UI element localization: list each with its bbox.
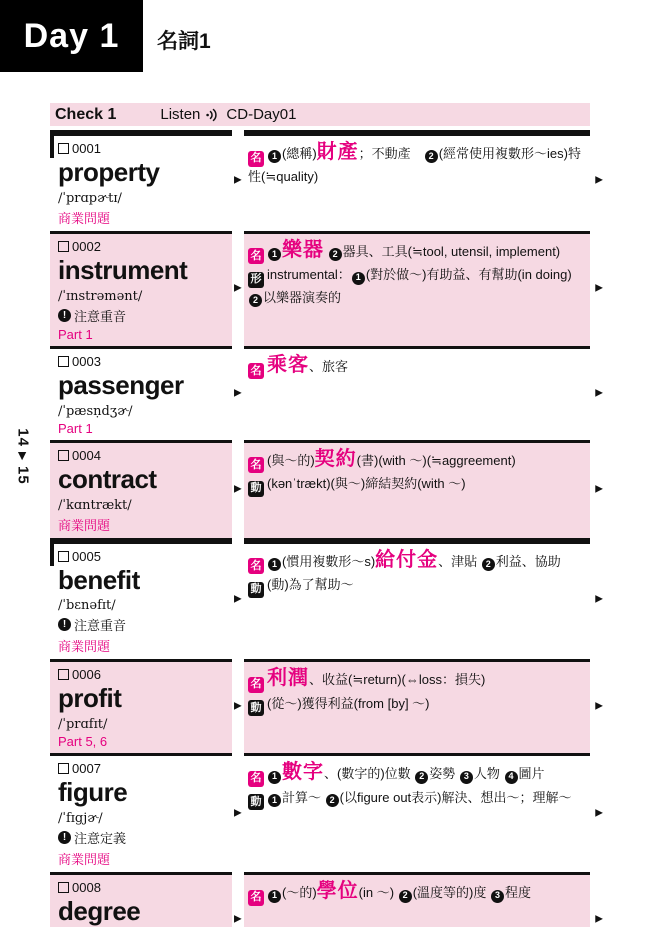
- page-number-right: 15: [14, 466, 32, 485]
- page-title: 名詞1: [157, 30, 211, 53]
- entry-number: 0003: [72, 353, 101, 369]
- part-tag: 商業問題: [58, 517, 111, 533]
- circled-number-icon: 2: [415, 771, 428, 784]
- entry-row: [50, 753, 603, 872]
- definition-text: 程度: [504, 885, 531, 901]
- circled-number-icon: 4: [505, 771, 518, 784]
- fold-marker-arrow: ▶: [595, 807, 603, 819]
- definition-text: (經常使用複數形～ies)特性(≒quality): [248, 146, 581, 184]
- headword: degree: [58, 896, 141, 927]
- fold-marker-arrow: ▶: [595, 593, 603, 604]
- fold-marker-arrow: ▶: [234, 174, 242, 186]
- definition-text: (慣用複數形～s): [282, 553, 376, 569]
- definition-cell: [244, 346, 590, 440]
- entry-id-line: [58, 354, 228, 369]
- definition-line: [248, 788, 584, 811]
- keyword-translation: 契約: [314, 447, 357, 470]
- definition-cell: [244, 231, 590, 346]
- pos-badge-adjective: 形: [248, 272, 264, 288]
- page-number-tab: [15, 412, 32, 502]
- pos-badge-noun: 名: [248, 457, 264, 473]
- entry-number: 0006: [72, 667, 101, 683]
- content-area: [50, 103, 603, 927]
- fold-marker-arrow: ▶: [234, 483, 242, 495]
- entry-row: [50, 872, 603, 927]
- fold-marker-arrow: ▶: [234, 913, 242, 925]
- definition-text: ；不動產: [358, 146, 424, 161]
- pos-badge-noun: 名: [248, 558, 264, 574]
- entry-number: 0002: [72, 238, 101, 254]
- checkbox-icon: [58, 241, 69, 252]
- definition-line: [248, 474, 584, 497]
- checkbox-icon: [58, 551, 69, 562]
- headword: benefit: [58, 564, 140, 595]
- pos-badge-verb: 動: [248, 481, 264, 497]
- pos-badge-verb: 動: [248, 700, 264, 716]
- ipa-pronunciation: /ˈprɑpɚtɪ/: [58, 190, 122, 206]
- pos-badge-noun: 名: [248, 890, 264, 906]
- checkbox-icon: [58, 882, 69, 893]
- keyword-translation: 利潤: [267, 667, 309, 690]
- entry-row: [50, 231, 603, 346]
- checkbox-icon: [58, 763, 69, 774]
- definition-line: [248, 142, 584, 187]
- fold-marker-arrow: ▶: [595, 913, 603, 925]
- entry-row: [50, 659, 603, 753]
- pos-badge-noun: 名: [248, 151, 264, 167]
- definition-line: [248, 265, 584, 308]
- part-tag: 商業問題: [58, 852, 111, 868]
- pos-badge-noun: 名: [248, 771, 264, 787]
- circled-number-icon: 2: [329, 248, 342, 261]
- warning-icon: !: [58, 618, 71, 631]
- attention-note-text: 注意定義: [74, 831, 127, 847]
- attention-note: [58, 828, 228, 847]
- circled-number-icon: 3: [460, 771, 473, 784]
- fold-marker-arrow: ▶: [234, 700, 242, 712]
- definition-line: [248, 355, 584, 380]
- definition-text: (對於做～)有助益、有幫助(in doing): [365, 267, 572, 283]
- entry-row: [50, 130, 603, 231]
- check-label: Check 1: [55, 105, 117, 123]
- definition-line: [248, 240, 584, 265]
- definition-text: (書)(with ～)(≒aggreement): [356, 452, 516, 468]
- entry-id-line: [58, 880, 228, 895]
- definition-line: [248, 668, 584, 693]
- entry-headword-cell: [50, 753, 232, 872]
- cd-track-label: CD-Day01: [226, 106, 297, 123]
- definition-cell: [244, 440, 590, 538]
- definition-text: instrumental：: [267, 267, 351, 283]
- headword: profit: [58, 683, 122, 714]
- part-tag: 商業問題: [58, 639, 111, 655]
- listen-group: [160, 106, 296, 123]
- definition-text: (in ～): [358, 885, 398, 901]
- listen-label: Listen: [160, 106, 201, 123]
- fold-marker-arrow: ▶: [234, 807, 242, 819]
- circled-number-icon: 1: [268, 150, 281, 163]
- warning-icon: !: [58, 309, 71, 322]
- entry-id-line: [58, 141, 228, 156]
- ipa-pronunciation: /ˈpæsṇdʒɚ/: [58, 403, 133, 419]
- page-arrow-icon: ▶: [16, 452, 28, 461]
- definition-text: (溫度等的)度: [412, 885, 490, 901]
- circled-number-icon: 2: [399, 890, 412, 903]
- entry-headword-cell: [50, 872, 232, 927]
- definition-cell: [244, 538, 590, 660]
- circled-number-icon: 1: [352, 272, 365, 285]
- circled-number-icon: 3: [491, 890, 504, 903]
- definition-line: [248, 694, 584, 717]
- attention-note: [58, 615, 228, 634]
- checkbox-icon: [58, 143, 69, 154]
- definition-cell: [244, 130, 590, 231]
- entry-id-line: [58, 549, 228, 564]
- part-tag: Part 1: [58, 420, 93, 436]
- attention-note-text: 注意重音: [74, 308, 127, 324]
- entry-id-line: [58, 448, 228, 463]
- checkbox-icon: [58, 356, 69, 367]
- attention-note: [58, 306, 228, 325]
- keyword-translation: 數字: [282, 761, 324, 784]
- circled-number-icon: 1: [268, 890, 281, 903]
- part-tag: Part 5, 6: [58, 734, 108, 750]
- definition-text: 姿勢: [429, 766, 459, 782]
- headword: property: [58, 157, 160, 187]
- circled-number-icon: 2: [425, 150, 438, 163]
- vocab-list: [50, 130, 603, 927]
- entry-headword-cell: [50, 440, 232, 538]
- circled-number-icon: 1: [268, 558, 281, 571]
- definition-text: 圖片: [518, 766, 545, 782]
- definition-text: 以樂器演奏的: [263, 289, 342, 305]
- pos-badge-noun: 名: [248, 363, 264, 379]
- definition-cell: [244, 659, 590, 753]
- definition-text: 、旅客: [309, 358, 349, 374]
- day-header-box: [0, 0, 143, 72]
- warning-icon: !: [58, 831, 71, 844]
- definition-text: (與～的): [267, 452, 315, 468]
- sound-icon: [206, 108, 220, 122]
- headword: instrument: [58, 254, 188, 285]
- entry-number: 0008: [72, 880, 101, 896]
- checkbox-icon: [58, 450, 69, 461]
- checkbox-icon: [58, 669, 69, 680]
- definition-cell: [244, 753, 590, 872]
- entry-number: 0005: [72, 548, 101, 564]
- keyword-translation: 給付金: [375, 548, 439, 571]
- definition-text: (動)為了幫助～: [267, 577, 354, 593]
- fold-marker-arrow: ▶: [595, 700, 603, 712]
- pos-badge-verb: 動: [248, 794, 264, 810]
- definition-line: [248, 449, 584, 474]
- definition-text: 計算～: [282, 789, 325, 805]
- fold-marker-arrow: ▶: [595, 387, 603, 399]
- pos-badge-noun: 名: [248, 248, 264, 264]
- entry-row: [50, 538, 603, 660]
- part-tag: Part 1: [58, 326, 93, 342]
- definition-line: [248, 762, 584, 787]
- definition-text: (總稱): [282, 146, 317, 161]
- fold-marker-arrow: ▶: [234, 387, 242, 399]
- part-tag: 商業問題: [58, 210, 111, 226]
- ipa-pronunciation: /ˈfɪgjɚ/: [58, 811, 103, 827]
- definition-line: [248, 550, 584, 575]
- definition-text: (以figure out表示)解決、想出～；理解～: [339, 789, 572, 805]
- ipa-pronunciation: /ˈprɑfɪt/: [58, 717, 108, 733]
- entry-row: [50, 346, 603, 440]
- keyword-translation: 樂器: [282, 238, 324, 261]
- fold-marker-arrow: ▶: [595, 483, 603, 495]
- definition-text: (從～)獲得利益(from [by] ～): [267, 695, 430, 711]
- pos-badge-verb: 動: [248, 582, 264, 598]
- ipa-pronunciation: /ˈkɑntrækt/: [58, 497, 132, 513]
- entry-row: [50, 440, 603, 538]
- circled-number-icon: 2: [249, 294, 262, 307]
- definition-text: [324, 244, 328, 259]
- headword: contract: [58, 463, 157, 494]
- definition-text: (kənˈtrækt)(與～)締結契約(with ～): [267, 476, 466, 492]
- entry-headword-cell: [50, 346, 232, 440]
- fold-marker-arrow: ▶: [595, 174, 603, 186]
- definition-cell: [244, 872, 590, 927]
- circled-number-icon: 1: [268, 248, 281, 261]
- attention-note-text: 注意重音: [74, 618, 127, 634]
- entry-id-line: [58, 667, 228, 682]
- entry-headword-cell: [50, 130, 232, 231]
- headword: figure: [58, 777, 128, 808]
- circled-number-icon: 1: [268, 771, 281, 784]
- check-header: [50, 103, 590, 126]
- definition-text: 器具、工具(≒tool, utensil, implement): [342, 243, 561, 259]
- keyword-translation: 乘客: [267, 353, 309, 376]
- entry-number: 0007: [72, 761, 101, 777]
- headword: passenger: [58, 369, 184, 400]
- circled-number-icon: 2: [482, 558, 495, 571]
- definition-text: 、津貼: [438, 553, 481, 569]
- definition-text: (～的): [282, 885, 317, 901]
- keyword-translation: 財產: [316, 141, 359, 163]
- page-number-left: 14: [14, 428, 32, 447]
- definition-text: 人物: [473, 766, 504, 782]
- fold-marker-arrow: ▶: [234, 593, 242, 604]
- day-label: Day 1: [23, 16, 120, 55]
- entry-id-line: [58, 239, 228, 254]
- entry-number: 0001: [72, 141, 101, 156]
- ipa-pronunciation: /ˈɪnstrəmənt/: [58, 288, 143, 304]
- ipa-pronunciation: /ˈbɛnəfɪt/: [58, 598, 116, 614]
- circled-number-icon: 2: [326, 794, 339, 807]
- entry-headword-cell: [50, 659, 232, 753]
- circled-number-icon: 1: [268, 794, 281, 807]
- fold-marker-arrow: ▶: [234, 282, 242, 294]
- keyword-translation: 學位: [316, 880, 359, 903]
- definition-text: 、(數字的)位數: [324, 766, 415, 782]
- entry-headword-cell: [50, 231, 232, 346]
- definition-line: [248, 881, 584, 906]
- entry-headword-cell: [50, 538, 232, 660]
- definition-text: 利益、協助: [495, 553, 561, 569]
- definition-text: 、收益(≒return)(⇔loss：損失): [309, 672, 486, 688]
- entry-id-line: [58, 761, 228, 776]
- definition-line: [248, 575, 584, 598]
- entry-number: 0004: [72, 447, 101, 463]
- fold-marker-arrow: ▶: [595, 282, 603, 294]
- pos-badge-noun: 名: [248, 677, 264, 693]
